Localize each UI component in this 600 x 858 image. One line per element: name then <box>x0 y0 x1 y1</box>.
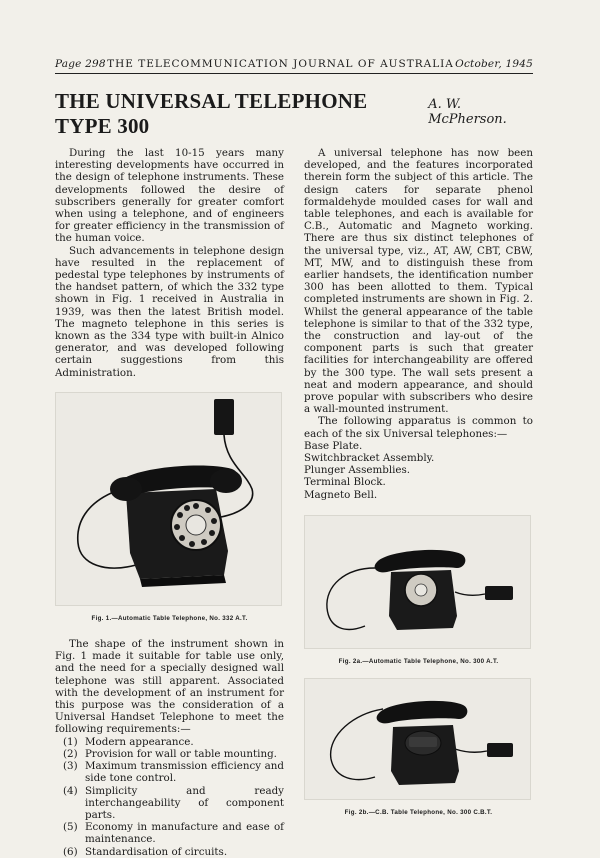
paragraph: A universal telephone has now been developed, and the features incorporated therein form the subject of this article. The design caters for separate phenol formaldehyde moulded cases for wall and table telephones, and each is available for C.B., Automatic and Magneto working. There are thus six distinct telephones of the universal type, viz., AT, AW, CBT, CBW, MT, MW, and to distinguish these from earlier handsets, the identification number 300 has been allotted to them. Typical completed instruments are shown in Fig. 2. Whilst the general appearance of the table telephone is similar to that of the 332 type, the construction and lay-out of the component parts is such that greater facilities for interchangeability are offered by the 300 type. The wall sets present a neat and modern appearance, and should prove popular with subscribers who desire a wall-mounted instrument. <box>304 147 533 416</box>
list-item: Magneto Bell. <box>304 488 378 501</box>
figure-1-photo <box>55 392 282 606</box>
figure-2a-photo <box>304 515 531 649</box>
list-item: Plunger Assemblies. <box>304 464 411 477</box>
list-item: (2) Provision for wall or table mounting. <box>63 747 277 760</box>
article-author: A. W. McPherson. <box>428 97 507 127</box>
list-item: Switchbracket Assembly. <box>304 452 435 465</box>
paragraph: During the last 10-15 years many interesting developments have occurred in the design of telephone instruments. These developments followed the desire of subscribers generally for greater comfort when using a telephone, and of engineers for greater efficiency in the transmission of the human voice. <box>55 147 284 245</box>
list-item: (3) Maximum transmission efficiency and side tone control. <box>63 760 284 785</box>
telephone-300-at-image <box>305 516 530 648</box>
list-item: (5) Economy in manufacture and ease of maintenance. <box>63 821 284 846</box>
paragraph: The following apparatus is common to each of the six Universal telephones:— <box>304 415 533 440</box>
running-header <box>55 58 533 74</box>
figure-2a-caption: Fig. 2a.—Automatic Table Telephone, No. 300 A.T. <box>338 657 499 665</box>
figure-1-caption: Fig. 1.—Automatic Table Telephone, No. 332 A.T. <box>91 614 248 622</box>
list-item: Terminal Block. <box>304 476 386 489</box>
list-item: Base Plate. <box>304 439 363 452</box>
paragraph: Such advancements in telephone design have resulted in the replacement of pedestal type telephones by instruments of the handset pattern, of which the 332 type shown in Fig. 1 received in Australia in 1939, was then the latest British model. The magneto telephone in this series is known as the 334 type with built-in Alnico generator, and was developed following certain suggestions from this Administration. <box>55 244 284 379</box>
apparatus-list <box>304 440 533 501</box>
page-number: Page 298 <box>55 58 106 70</box>
telephone-332-image <box>56 393 281 605</box>
article-title: THE UNIVERSAL TELEPHONE TYPE 300 <box>55 89 368 138</box>
list-item: (4) Simplicity and ready interchangeability of component parts. <box>63 784 284 821</box>
telephone-300-cbt-image <box>305 679 530 799</box>
journal-title: THE TELECOMMUNICATION JOURNAL OF AUSTRALIA <box>107 58 454 70</box>
paragraph: The shape of the instrument shown in Fig. 1 made it suitable for table use only, and the need for a specially designed wall telephone was still apparent. Associated with the development of an instrument for this purpose was the consideration of a Universal Handset Telephone to meet the following requirements:— <box>55 638 284 736</box>
figure-2b-photo <box>304 678 531 800</box>
requirements-list <box>55 736 284 858</box>
right-column <box>304 147 533 819</box>
list-item: (1) Modern appearance. <box>63 735 194 748</box>
journal-page <box>55 58 533 858</box>
figure-2b-caption: Fig. 2b.—C.B. Table Telephone, No. 300 C.B.T. <box>344 809 493 817</box>
list-item: (6) Standardisation of circuits. <box>63 845 228 858</box>
title-row <box>55 89 533 139</box>
left-column <box>55 147 284 858</box>
issue-date: October, 1945 <box>455 58 533 70</box>
